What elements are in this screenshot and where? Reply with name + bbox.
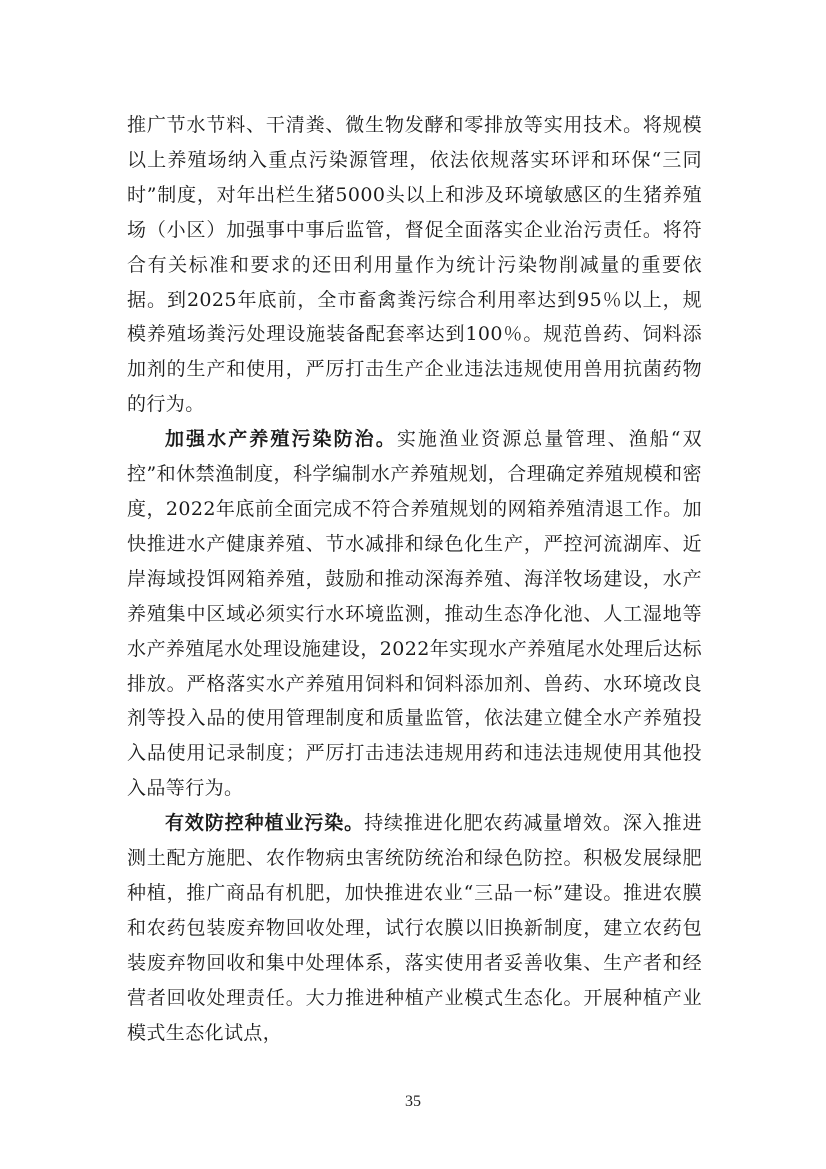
paragraph-heading: 有效防控种植业污染。: [165, 812, 365, 835]
paragraph-text: 实施渔业资源总量管理、渔船“双控”和休禁渔制度，科学编制水产养殖规划，合理确定养殖规模和密度，2022年底前全面完成不符合养殖规划的网箱养殖清退工作。加快推进水产健康养殖、节水减排和绿色化生产，严控河流湖库、近岸海域投饵网箱养殖，鼓励和推动深海养殖、海洋牧场建设，水产养殖集中区域必须实行水环境监测，推动生态净化池、人工湿地等水产养殖尾水处理设施建设，2022年实现水产养殖尾水处理后达标排放。严格落实水产养殖用饲料和饲料添加剂、兽药、水环境改良剂等投入品的使用管理制度和质量监管，依法建立健全水产养殖投入品使用记录制度；严厉打击违法违规用药和违法违规使用其他投入品等行为。: [127, 428, 702, 800]
paragraph-aquaculture-pollution: [127, 422, 702, 806]
paragraph-text: 推广节水节料、干清粪、微生物发酵和零排放等实用技术。将规模以上养殖场纳入重点污染源管理，依法依规落实环评和环保“三同时”制度，对年出栏生猪5000头以上和涉及环境敏感区的生猪养殖场（小区）加强事中事后监管，督促全面落实企业治污责任。将符合有关标准和要求的还田利用量作为统计污染物削减量的重要依据。到2025年底前，全市畜禽粪污综合利用率达到95％以上，规模养殖场粪污处理设施装备配套率达到100％。规范兽药、饲料添加剂的生产和使用，严厉打击生产企业违法违规使用兽用抗菌药物的行为。: [127, 114, 702, 416]
paragraph-livestock-pollution: [127, 108, 702, 422]
paragraph-heading: 加强水产养殖污染防治。: [165, 428, 397, 451]
paragraph-planting-pollution: [127, 806, 702, 1050]
document-body: [127, 108, 702, 1050]
page-number: 35: [405, 1093, 421, 1110]
paragraph-text: 持续推进化肥农药减量增效。深入推进测土配方施肥、农作物病虫害统防统治和绿色防控。积极发展绿肥种植，推广商品有机肥，加快推进农业“三品一标”建设。推进农膜和农药包装废弃物回收处理，试行农膜以旧换新制度，建立农药包装废弃物回收和集中处理体系，落实使用者妥善收集、生产者和经营者回收处理责任。大力推进种植产业模式生态化。开展种植产业模式生态化试点，: [127, 812, 702, 1044]
